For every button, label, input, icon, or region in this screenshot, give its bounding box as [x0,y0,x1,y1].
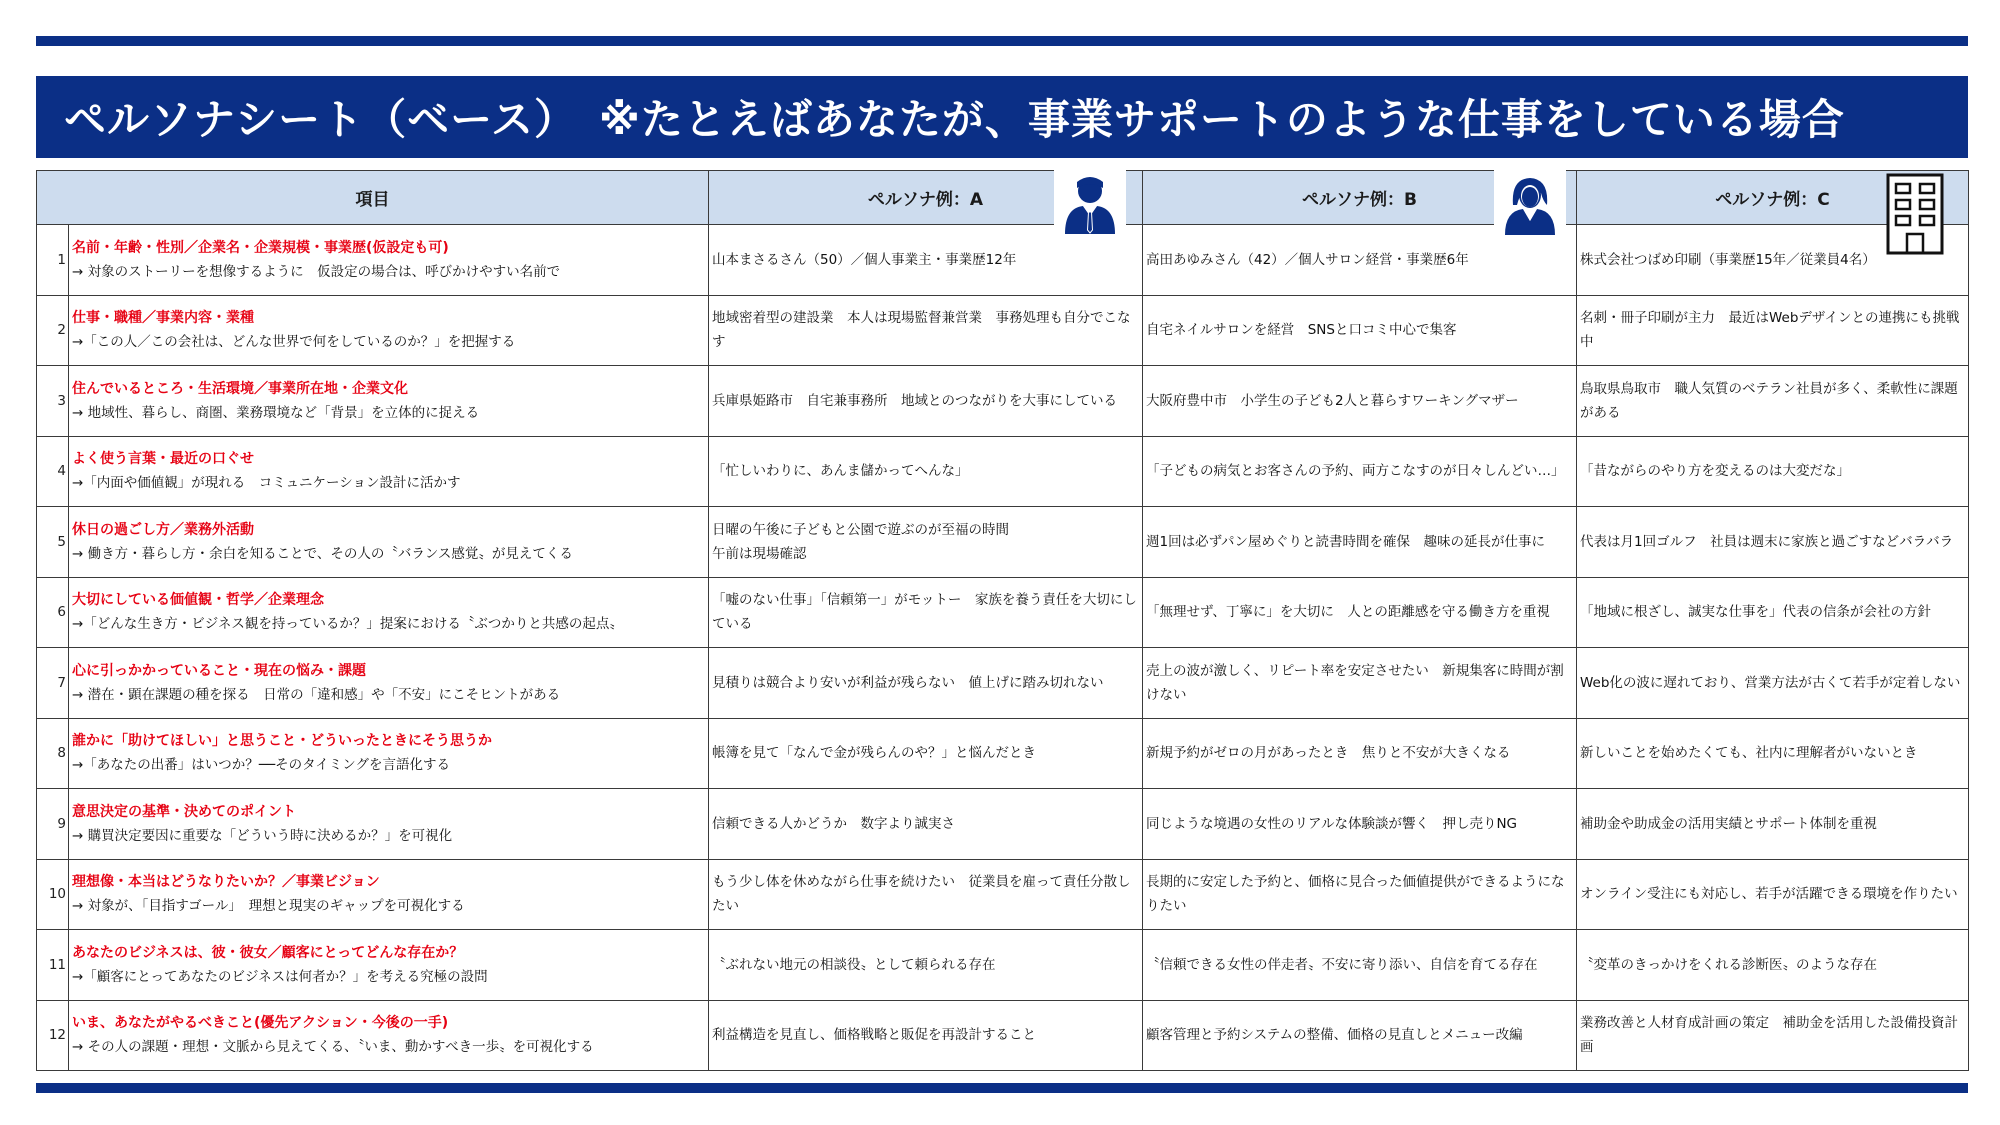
persona-b-cell: 顧客管理と予約システムの整備、価格の見直しとメニュー改編 [1143,1000,1577,1071]
persona-a-cell: 〝ぶれない地元の相談役〟として頼られる存在 [709,930,1143,1001]
row-number: 1 [37,225,69,296]
persona-a-cell: 信頼できる人かどうか 数字より誠実さ [709,789,1143,860]
item-title: 休日の過ごし方／業務外活動 [72,521,254,538]
office-building-icon [1884,171,1946,257]
persona-b-cell: 大阪府豊中市 小学生の子ども2人と暮らすワーキングマザー [1143,366,1577,437]
row-item [69,789,709,860]
row-item [69,295,709,366]
row-number: 12 [37,1000,69,1071]
row-item [69,436,709,507]
row-number: 4 [37,436,69,507]
row-item [69,859,709,930]
persona-c-cell: 新しいことを始めたくても、社内に理解者がいないとき [1577,718,1969,789]
persona-c-cell: 業務改善と人材育成計画の策定 補助金を活用した設備投資計画 [1577,1000,1969,1071]
row-item [69,577,709,648]
persona-b-cell: 高田あゆみさん（42）／個人サロン経営・事業歴6年 [1143,225,1577,296]
item-description: →「顧客にとってあなたのビジネスは何者か？」を考える究極の設問 [72,968,488,985]
item-description: → 対象のストーリーを想像するように 仮設定の場合は、呼びかけやすい名前で [72,263,561,280]
item-description: →「あなたの出番」はいつか？──そのタイミングを言語化する [72,757,451,774]
item-description: → 地域性、暮らし、商圏、業務環境など「背景」を立体的に捉える [72,404,480,421]
persona-b-cell: 同じような境遇の女性のリアルな体験談が響く 押し売りNG [1143,789,1577,860]
table-row [37,930,1969,1001]
persona-c-cell: Web化の波に遅れており、営業方法が古くて若手が定着しない [1577,648,1969,719]
persona-c-cell: 鳥取県鳥取市 職人気質のベテラン社員が多く、柔軟性に課題がある [1577,366,1969,437]
table-row [37,366,1969,437]
persona-a-cell: 見積りは競合より安いが利益が残らない 値上げに踏み切れない [709,648,1143,719]
row-number: 11 [37,930,69,1001]
item-title: 大切にしている価値観・哲学／企業理念 [72,592,324,609]
table-row [37,225,1969,296]
persona-b-cell: 長期的に安定した予約と、価格に見合った価値提供ができるようになりたい [1143,859,1577,930]
header-persona-a-label: ペルソナ例：A [867,190,984,210]
item-description: →「内面や価値観」が現れる コミュニケーション設計に活かす [72,475,461,492]
persona-a-cell: 山本まさるさん（50）／個人事業主・事業歴12年 [709,225,1143,296]
header-item [37,171,709,225]
table-row [37,859,1969,930]
persona-b-cell: 「無理せず、丁寧に」を大切に 人との距離感を守る働き方を重視 [1143,577,1577,648]
header-persona-b [1143,171,1577,225]
persona-b-cell: 自宅ネイルサロンを経営 SNSと口コミ中心で集客 [1143,295,1577,366]
table-row [37,718,1969,789]
persona-c-cell: 補助金や助成金の活用実績とサポート体制を重視 [1577,789,1969,860]
persona-a-cell: 帳簿を見て「なんで金が残らんのや？」と悩んだとき [709,718,1143,789]
item-title: 理想像・本当はどうなりたいか？／事業ビジョン [72,874,380,891]
table-row [37,789,1969,860]
persona-b-cell: 〝信頼できる女性の伴走者〟不安に寄り添い、自信を育てる存在 [1143,930,1577,1001]
item-title: 心に引っかかっていること・現在の悩み・課題 [72,662,366,679]
item-description: →「どんな生き方・ビジネス観を持っているか？」提案における〝ぶつかりと共感の起点〟 [72,616,623,633]
page-title: ペルソナシート（ベース） ※たとえばあなたが、事業サポートのような仕事をしている場合 [64,95,1845,144]
row-number: 8 [37,718,69,789]
persona-a-cell: 「忙しいわりに、あんま儲かってへんな」 [709,436,1143,507]
businesswoman-icon [1494,169,1566,241]
top-rule [36,36,1968,46]
item-description: → 購買決定要因に重要な「どういう時に決めるか？」を可視化 [72,827,453,844]
table-row [37,1000,1969,1071]
table-row [37,648,1969,719]
item-description: → その人の課題・理想・文脈から見えてくる、〝いま、動かすべき一歩〟を可視化する [72,1039,594,1056]
row-number: 6 [37,577,69,648]
persona-c-cell: 代表は月1回ゴルフ 社員は週末に家族と過ごすなどバラバラ [1577,507,1969,578]
header-item-label: 項目 [355,190,390,210]
item-title: いま、あなたがやるべきこと(優先アクション・今後の一手) [72,1015,449,1032]
page-title-bar [36,76,1968,158]
item-description: → 潜在・顕在課題の種を探る 日常の「違和感」や「不安」にこそヒントがある [72,686,561,703]
row-item [69,648,709,719]
persona-c-cell: 株式会社つばめ印刷（事業歴15年／従業員4名） [1577,225,1969,296]
row-item [69,507,709,578]
persona-a-cell: 「嘘のない仕事」「信頼第一」がモットー 家族を養う責任を大切にしている [709,577,1143,648]
header-persona-b-label: ペルソナ例：B [1302,190,1417,210]
row-item [69,366,709,437]
header-persona-a [709,171,1143,225]
persona-c-cell: 名刺・冊子印刷が主力 最近はWebデザインとの連携にも挑戦中 [1577,295,1969,366]
persona-a-cell: 兵庫県姫路市 自宅兼事務所 地域とのつながりを大事にしている [709,366,1143,437]
persona-table [36,170,1969,1071]
persona-a-cell: 日曜の午後に子どもと公園で遊ぶのが至福の時間 午前は現場確認 [709,507,1143,578]
item-title: 仕事・職種／事業内容・業種 [72,310,254,327]
persona-a-cell: 地域密着型の建設業 本人は現場監督兼営業 事務処理も自分でこなす [709,295,1143,366]
row-number: 7 [37,648,69,719]
persona-c-cell: オンライン受注にも対応し、若手が活躍できる環境を作りたい [1577,859,1969,930]
item-title: 住んでいるところ・生活環境／事業所在地・企業文化 [72,380,408,397]
persona-b-cell: 新規予約がゼロの月があったとき 焦りと不安が大きくなる [1143,718,1577,789]
row-number: 9 [37,789,69,860]
row-number: 5 [37,507,69,578]
item-description: → 対象が、「目指すゴール」 理想と現実のギャップを可視化する [72,898,465,915]
persona-c-cell: 「地域に根ざし、誠実な仕事を」代表の信条が会社の方針 [1577,577,1969,648]
row-item [69,718,709,789]
item-description: → 働き方・暮らし方・余白を知ることで、その人の〝バランス感覚〟が見えてくる [72,545,573,562]
row-item [69,930,709,1001]
persona-b-cell: 売上の波が激しく、リピート率を安定させたい 新規集客に時間が割けない [1143,648,1577,719]
persona-a-cell: もう少し体を休めながら仕事を続けたい 従業員を雇って責任分散したい [709,859,1143,930]
row-item [69,1000,709,1071]
item-title: あなたのビジネスは、彼・彼女／顧客にとってどんな存在か？ [72,944,464,961]
persona-b-cell: 「子どもの病気とお客さんの予約、両方こなすのが日々しんどい…」 [1143,436,1577,507]
header-persona-c-label: ペルソナ例：C [1715,190,1830,210]
item-title: 名前・年齢・性別／企業名・企業規模・事業歴(仮設定も可) [72,239,449,256]
row-item [69,225,709,296]
header-persona-c [1577,171,1969,225]
item-description: →「この人／この会社は、どんな世界で何をしているのか？」を把握する [72,334,516,351]
item-title: 意思決定の基準・決めてのポイント [72,803,296,820]
item-title: よく使う言葉・最近の口ぐせ [72,451,254,468]
table-row [37,295,1969,366]
table-row [37,507,1969,578]
table-row [37,577,1969,648]
table-row [37,436,1969,507]
item-title: 誰かに「助けてほしい」と思うこと・どういったときにそう思うか [72,733,492,750]
businessman-icon [1054,169,1126,241]
persona-a-cell: 利益構造を見直し、価格戦略と販促を再設計すること [709,1000,1143,1071]
row-number: 3 [37,366,69,437]
table-header-row [37,171,1969,225]
row-number: 2 [37,295,69,366]
persona-c-cell: 〝変革のきっかけをくれる診断医〟のような存在 [1577,930,1969,1001]
row-number: 10 [37,859,69,930]
bottom-rule [36,1083,1968,1093]
persona-b-cell: 週1回は必ずパン屋めぐりと読書時間を確保 趣味の延長が仕事に [1143,507,1577,578]
persona-c-cell: 「昔ながらのやり方を変えるのは大変だな」 [1577,436,1969,507]
